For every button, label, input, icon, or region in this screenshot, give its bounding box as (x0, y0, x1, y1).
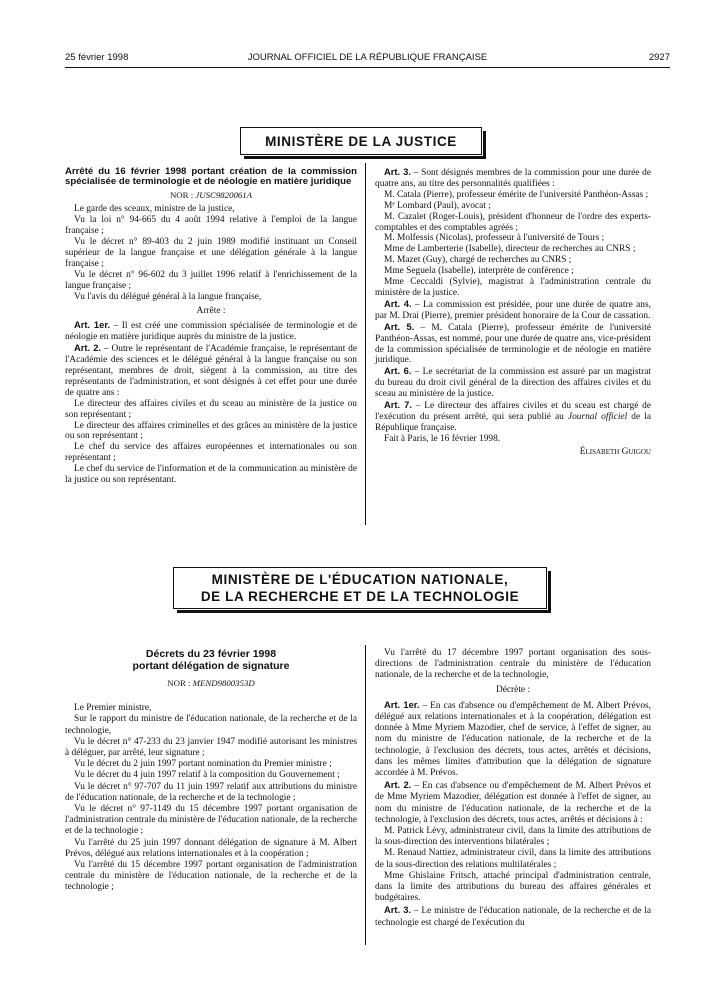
justice-member: Mme de Lamberterie (Isabelle), directeur de recherches au CNRS ; (384, 244, 636, 255)
justice-visa: Vu le décret n° 89-403 du 2 juin 1989 modifié instituant un Conseil supérieur de la langue française et une délégation générale à la langue française ; (65, 237, 357, 269)
justice-right-column (375, 167, 651, 458)
header-date: 25 février 1998 (65, 52, 129, 63)
justice-arrete-title: Arrêté du 16 février 1998 portant création de la commission spécialisée de terminologie et de néologie en matière juridique (65, 166, 357, 188)
justice-article-1: Art. 1er. – Il est créé une commission spécialisée de terminologie et de néologie en matière juridique auprès du ministre de la justice. (65, 319, 357, 343)
education-visa: Vu l'arrêté du 25 juin 1997 donnant délégation de signature à M. Albert Prévos, délégué aux relations internationales et à la coopération ; (65, 837, 357, 859)
justice-member: M. Mazet (Guy), chargé de recherches au CNRS ; (384, 255, 572, 266)
justice-member: M. Catala (Pierre), professeur émérite de l'université Panthéon-Assas ; (384, 189, 649, 200)
education-visa: Vu le décret n° 97-707 du 11 juin 1997 relatif aux attributions du ministre de l'éducation nationale, de la recherche et de la technologie ; (65, 781, 357, 803)
justice-member: M. Cazalet (Roger-Louis), président d'honneur de l'ordre des experts-comptables et des comptables agréés ; (375, 211, 651, 233)
education-visa: Vu l'arrêté du 15 décembre 1997 portant organisation de l'administration centrale du ministère de l'éducation nationale, de la recherche et de la technologie ; (65, 860, 357, 893)
education-article-1: Art. 1er. – En cas d'absence ou d'empêchement de M. Albert Prévos, délégué aux relations internationales et à la coopération, délégation est donnée à Mme Myriem Mazodier, chef de service, à l'effet de signer, au nom du ministre de l'éducation nationale, de la recherche et de la technologie, à l'exclusion des décrets, tous actes, arrêtés et décisions, dans les mêmes limites d'attribution que la délégation de signature accordée à M. Prévos. (375, 698, 651, 779)
column-divider (365, 645, 366, 945)
justice-visa: Vu la loi n° 94-665 du 4 août 1994 relative à l'emploi de la langue française ; (65, 215, 357, 237)
education-visa: Vu le décret du 4 juin 1997 relatif à la composition du Gouvernement ; (74, 770, 340, 781)
education-article-3: Art. 3. – Le ministre de l'éducation nationale, de la recherche et de la technologie est chargé de l'exécution du (375, 904, 651, 928)
justice-visa: Vu l'avis du délégué général à la langue française, (74, 291, 262, 302)
education-right-column (375, 648, 651, 929)
education-decree-title-line2: portant délégation de signature (132, 660, 290, 672)
justice-member: M. Molfessis (Nicolas), professeur à l'université de Tours ; (384, 233, 605, 244)
justice-member: Mme Seguela (Isabelle), interprète de conférence ; (384, 266, 574, 277)
education-visa: Vu l'arrêté du 17 décembre 1997 portant organisation des sous-directions de l'administration centrale du ministère de l'éducation nationale, de la recherche et de la technologie, (375, 648, 651, 681)
justice-article-4: Art. 4. – La commission est présidée, pour une durée de quatre ans, par M. Drai (Pierre), premier président honoraire de la Cour de cassation. (375, 297, 651, 321)
header-rule (65, 67, 670, 68)
justice-article-2-item: Le directeur des affaires criminelles et des grâces au ministère de la justice ou son représentant ; (65, 420, 357, 442)
education-article-2-item: M. Patrick Lévy, administrateur civil, dans la limite des attributions de la sous-direction des interventions bilatérales ; (375, 826, 651, 848)
justice-visa: Le garde des sceaux, ministre de la justice, (74, 204, 235, 215)
justice-member: Mme Ceccaldi (Sylvie), magistrat à l'administration centrale du ministère de la justice. (375, 277, 651, 298)
ministry-education-title-line2: DE LA RECHERCHE ET DE LA TECHNOLOGIE (200, 589, 520, 604)
justice-article-5: Art. 5. – M. Catala (Pierre), professeur émérite de l'université Panthéon-Assas, est nommé, pour une durée de quatre ans, vice-président de la commission spécialisée de terminologie et de néologie en matière juridique. (375, 320, 651, 366)
education-visa: Vu le décret n° 47-233 du 23 janvier 1947 modifié autorisant les ministres à déléguer, par arrêté, leur signature ; (65, 736, 357, 759)
justice-nor: NOR : JUSC9820061A (169, 190, 253, 201)
justice-article-2-item: Le chef du service des affaires européennes et internationales ou son représentant ; (65, 442, 357, 464)
education-article-2: Art. 2. – En cas d'absence ou d'empêchement de M. Albert Prévos et de Mme Myriem Mazodier, délégation est donnée à l'effet de signer, au nom du ministre de l'éducation nationale, de la recherche et de la technologie, à l'exclusion des décrets, tous actes, arrêtés et décisions à : (375, 779, 651, 825)
ministry-justice-title: MINISTÈRE DE LA JUSTICE (265, 133, 457, 149)
education-visa: Sur le rapport du ministre de l'éducation nationale, de la recherche et de la technologie, (65, 714, 357, 736)
education-decrete-word: Décrète : (495, 684, 531, 695)
justice-article-7: Art. 7. – Le directeur des affaires civiles et du sceau est chargé de l'exécution du présent arrêté, qui sera publié au Journal officiel de la République française. (375, 399, 651, 433)
justice-left-column (65, 167, 357, 486)
justice-arrete-word: Arrête : (196, 306, 226, 317)
education-visa: Le Premier ministre, (74, 703, 152, 714)
header-page-number: 2927 (648, 52, 670, 63)
justice-article-2-item: Le directeur des affaires civiles et du sceau au ministère de la justice ou son représentant ; (65, 398, 357, 420)
page-header (65, 52, 670, 68)
education-visa: Vu le décret n° 97-1149 du 15 décembre 1997 portant organisation de l'administration centrale du ministère de l'éducation nationale, de la recherche et de la technologie ; (65, 804, 357, 837)
education-article-2-item: Mme Ghislaine Fritsch, attaché principal d'administration centrale, dans la limite des attributions du bureau des affaires générales et budgétaires. (375, 870, 651, 904)
education-nor: NOR : MEND9800353D (167, 678, 255, 688)
justice-signature: Élisabeth Guigou (579, 446, 651, 457)
education-article-2-item: M. Renaud Nattiez, administrateur civil, dans la limite des attributions de la sous-direction des relations multilatérales ; (375, 848, 651, 870)
justice-closing: Fait à Paris, le 16 février 1998. (384, 433, 501, 444)
education-decree-title-line1: Décrets du 23 février 1998 (145, 648, 277, 660)
justice-visa: Vu le décret n° 96-602 du 3 juillet 1996 relatif à l'enrichissement de la langue française ; (65, 269, 357, 291)
header-journal-title: JOURNAL OFFICIEL DE LA RÉPUBLIQUE FRANÇAISE (247, 52, 488, 63)
justice-article-2-item: Le chef du service de l'information et de la communication au ministère de la justice ou son représentant. (65, 464, 357, 486)
ministry-education-box (173, 567, 547, 609)
education-left-column (65, 648, 357, 894)
justice-member: Mᵉ Lombard (Paul), avocat ; (384, 200, 491, 211)
ministry-education-title-line1: MINISTÈRE DE L'ÉDUCATION NATIONALE, (211, 572, 509, 587)
ministry-justice-box (240, 127, 482, 155)
column-divider (365, 163, 366, 525)
justice-article-3: Art. 3. – Sont désignés membres de la commission pour une durée de quatre ans, au titre des personnalités qualifiées : (375, 166, 651, 189)
education-visa: Vu le décret du 2 juin 1997 portant nomination du Premier ministre ; (74, 759, 332, 770)
justice-article-2: Art. 2. – Outre le représentant de l'Académie française, le représentant de l'Académie des sciences et le délégué général à la langue française ou son représentant, membres de droit, siègent à la commission, au titre des représentants de l'administration, et sont désignés à cet effet pour une durée de quatre ans : (65, 342, 358, 398)
justice-article-6: Art. 6. – Le secrétariat de la commission est assuré par un magistrat du bureau du droit civil général de la direction des affaires civiles et du sceau au ministère de la justice. (375, 365, 651, 400)
